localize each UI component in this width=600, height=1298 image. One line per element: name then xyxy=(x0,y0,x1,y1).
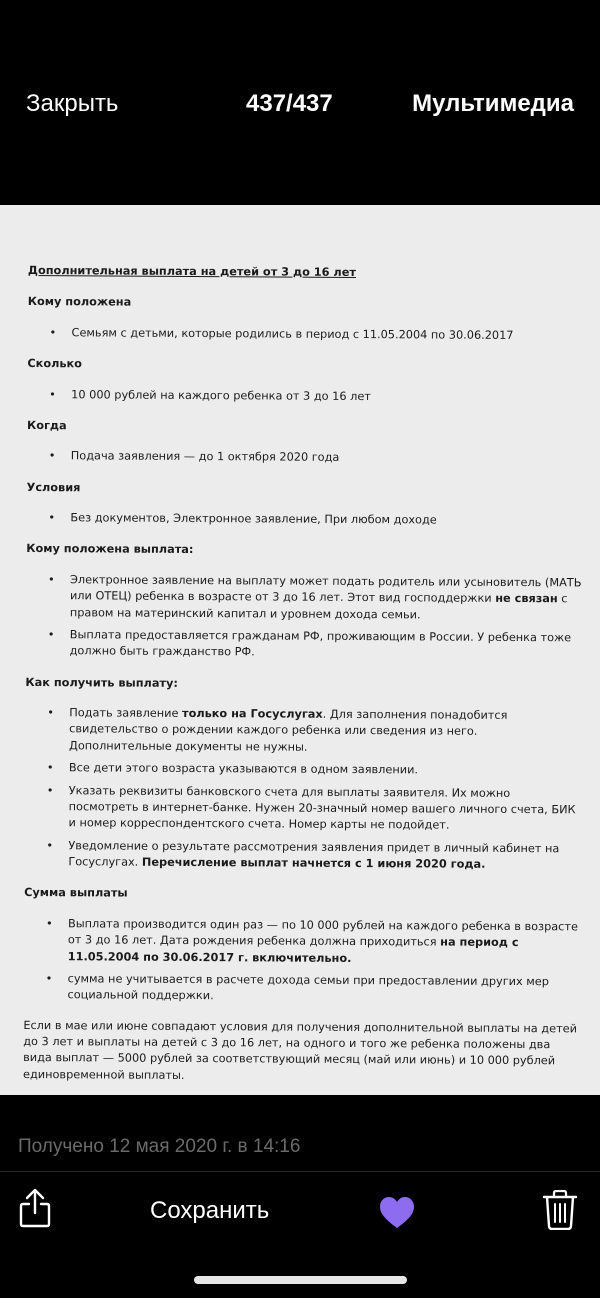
heart-icon[interactable] xyxy=(379,1196,415,1230)
share-icon[interactable] xyxy=(18,1188,52,1228)
document-title: Дополнительная выплата на детей от 3 до 16 лет xyxy=(27,263,356,280)
section-heading: Сумма выплаты xyxy=(24,886,128,900)
section-list xyxy=(24,705,583,874)
section-list xyxy=(27,386,585,406)
list-item xyxy=(24,916,582,969)
document-photo[interactable] xyxy=(0,205,600,1095)
list-item: • Без документов, Электронное заявление, При любом доходе xyxy=(26,510,584,530)
list-item: • Семьям с детьми, которые родились в период с 11.05.2004 по 30.06.2017 xyxy=(28,325,586,345)
section-heading: Как получить выплату: xyxy=(25,675,178,690)
top-bar xyxy=(0,0,600,205)
divider xyxy=(0,1171,600,1172)
document-text xyxy=(23,263,586,1087)
bold-text: только на Госуслугах xyxy=(182,706,323,721)
multimedia-button[interactable]: Мультимедиа xyxy=(412,90,574,117)
list-item xyxy=(26,572,584,625)
received-timestamp: Получено 12 мая 2020 г. в 14:16 xyxy=(18,1136,301,1157)
text-run: . Для заполнения понадобится свидетельство о рождении каждого ребенка или сведения из него. Дополнительные документы не нужны. xyxy=(69,707,508,754)
home-indicator[interactable] xyxy=(194,1276,407,1284)
final-paragraph: Если в мае или июне совпадают условия для получения дополнительной выплаты на детей до 3 лет и выплаты на детей с 3 до 16 лет, на одного и того же ребенка положены два вида выплат — 5000 рублей за соответствующий месяц (май или июнь) и 10 000 рублей единовременной выплаты. xyxy=(23,1018,578,1082)
section-list xyxy=(23,916,582,1007)
text-run: Электронное заявление на выплату может подать родитель или усыновитель (МАТЬ или ОТЕЦ) ребенка в возрасте от 3 до 16 лет. Этот вид господдержки xyxy=(69,573,582,605)
list-item: • Все дети этого возраста указываются в одном заявлении. xyxy=(25,760,583,780)
trash-icon[interactable] xyxy=(542,1190,578,1230)
text-run: с правом на материнский капитал и уровнем дохода семьи. xyxy=(69,592,568,621)
list-item: • 10 000 рублей на каждого ребенка от 3 до 16 лет xyxy=(27,386,585,406)
media-counter: 437/437 xyxy=(246,90,333,117)
list-item: • Подача заявления — до 1 октября 2020 года xyxy=(27,448,585,468)
section-heading: Кому положена xyxy=(27,295,132,310)
section-list xyxy=(26,572,585,663)
list-item: • Выплата предоставляется гражданам РФ, проживающим в России. У ребенка тоже должно быть гражданство РФ. xyxy=(26,627,584,663)
close-button[interactable]: Закрыть xyxy=(26,90,119,117)
list-item: • сумма не учитывается в расчете дохода семьи при предоставлении других мер социальной поддержки. xyxy=(23,971,581,1007)
section-heading: Условия xyxy=(26,480,81,494)
section-list xyxy=(26,510,584,530)
section-heading: Кому положена выплата: xyxy=(26,542,194,557)
section-list xyxy=(28,325,586,345)
bold-text: на период с 11.05.2004 по 30.06.2017 г. включительно. xyxy=(67,935,519,965)
section-heading: Сколько xyxy=(27,357,83,371)
section-list xyxy=(27,448,585,468)
section-heading: Когда xyxy=(26,418,67,433)
text-run: Подать заявление xyxy=(69,706,183,720)
text-run: Уведомление о результате рассмотрения заявления придет в личный кабинет на Госуслугах. xyxy=(68,838,560,869)
list-item xyxy=(24,838,582,874)
text-run: Выплата производится один раз — по 10 000 рублей на каждого ребенка в возрасте от 3 до 16 лет. Дата рождения ребенка должна приходиться xyxy=(67,917,578,949)
list-item: • Указать реквизиты банковского счета для выплаты заявителя. Их можно посмотреть в интернет-банке. Нужен 20-значный номер вашего личного счета, БИК и номер корреспондентского счета. Номер карты не подойдет. xyxy=(25,782,583,835)
bold-text: Перечисление выплат начнется с 1 июня 2020 года. xyxy=(141,855,486,871)
save-button[interactable]: Сохранить xyxy=(150,1197,270,1224)
bold-text: не связан xyxy=(495,591,558,606)
list-item xyxy=(25,705,583,758)
